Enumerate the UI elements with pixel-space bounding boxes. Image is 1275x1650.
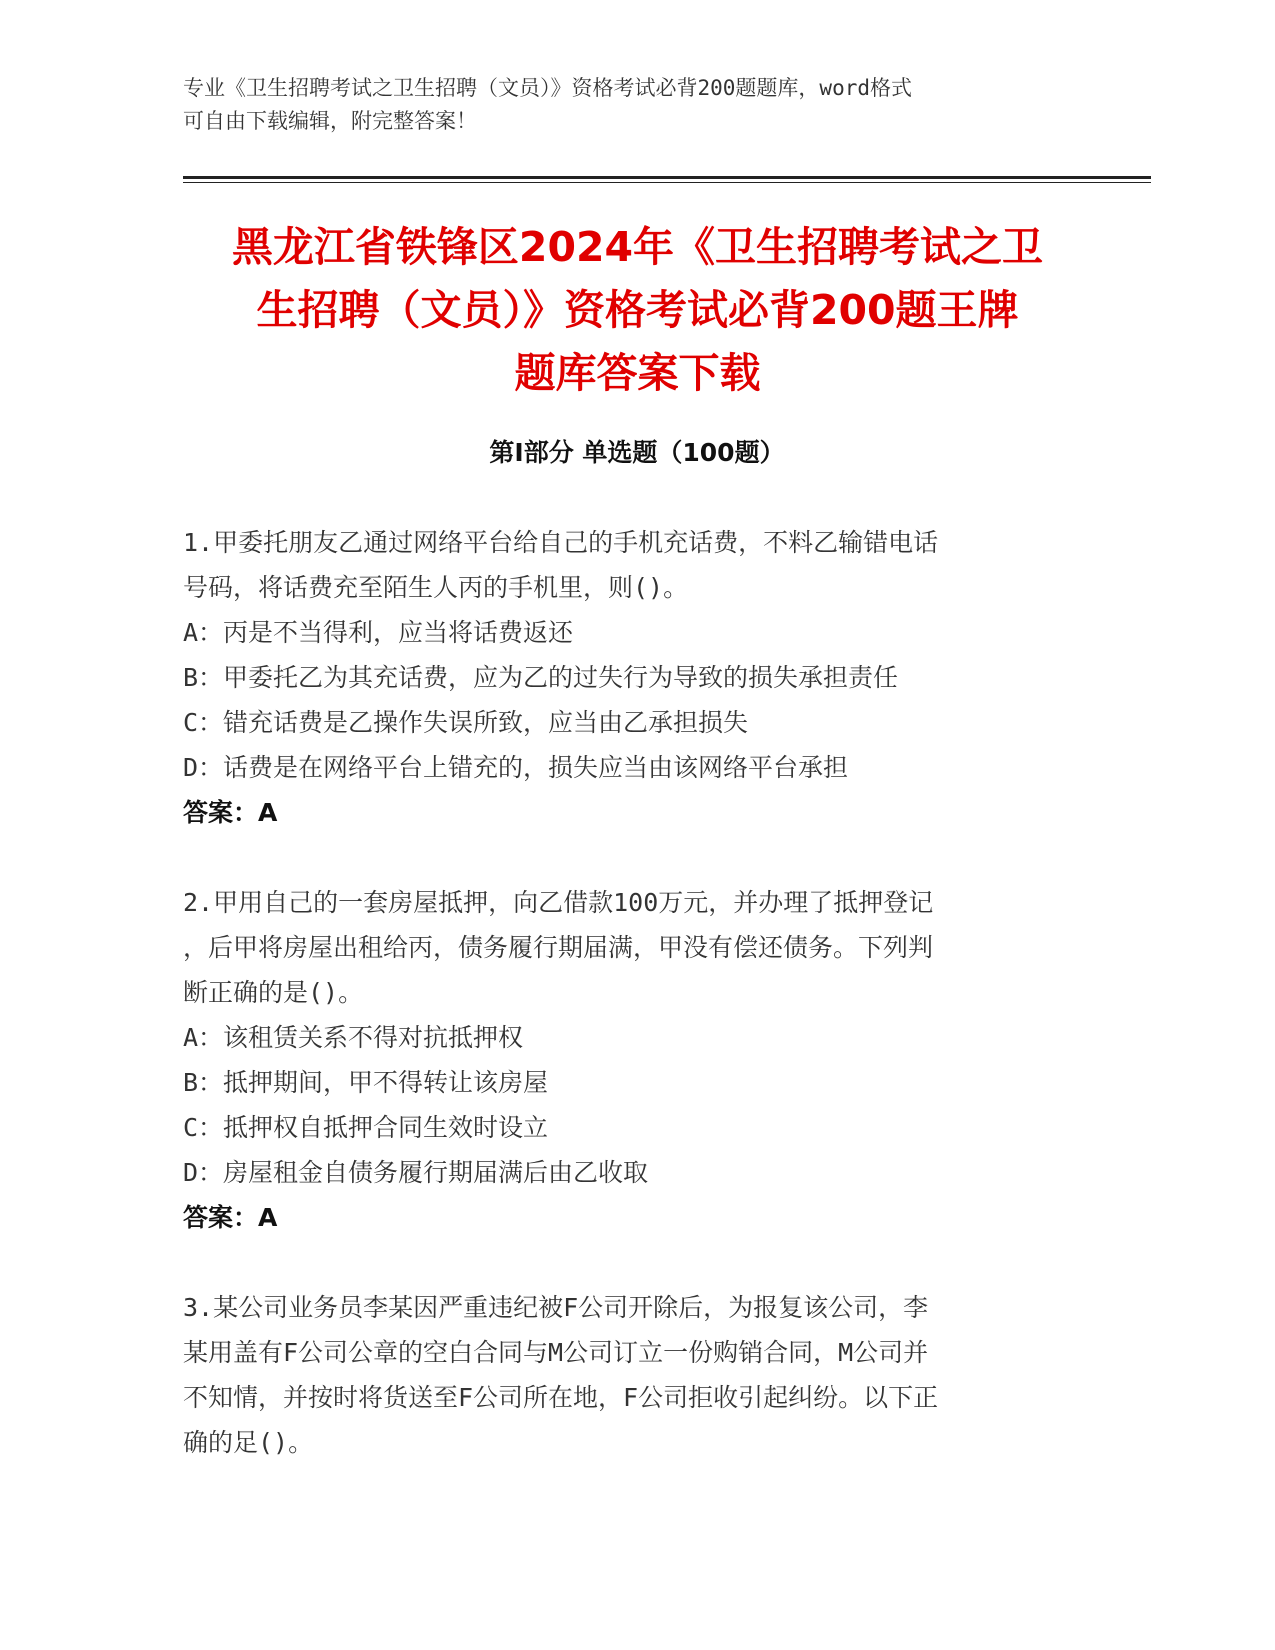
answer-label: 答案：A — [183, 1203, 278, 1232]
question-stem-line: 1.甲委托朋友乙通过网络平台给自己的手机充话费，不料乙输错电话 — [183, 528, 939, 557]
option-a: A：该租赁关系不得对抗抵押权 — [183, 1023, 524, 1052]
question-stem-line: 确的足()。 — [183, 1428, 314, 1457]
option-a: A：丙是不当得利，应当将话费返还 — [183, 618, 574, 647]
document-title-line-1: 黑龙江省铁锋区2024年《卫生招聘考试之卫 — [231, 223, 1044, 271]
header-rule-thick — [183, 176, 1151, 179]
option-c: C：错充话费是乙操作失误所致，应当由乙承担损失 — [183, 708, 749, 737]
answer-label: 答案：A — [183, 798, 278, 827]
option-b: B：甲委托乙为其充话费，应为乙的过失行为导致的损失承担责任 — [183, 663, 899, 692]
question-stem-line: 号码，将话费充至陌生人丙的手机里，则()。 — [183, 573, 689, 602]
question-stem-line: ，后甲将房屋出租给丙，债务履行期届满，甲没有偿还债务。下列判 — [183, 933, 934, 962]
question-3 — [183, 1285, 1063, 1465]
question-1 — [183, 520, 1063, 835]
document-title — [180, 216, 1095, 405]
question-stem-line: 断正确的是()。 — [183, 978, 364, 1007]
question-stem-line: 不知情，并按时将货送至F公司所在地，F公司拒收引起纠纷。以下正 — [183, 1383, 939, 1412]
option-d: D：话费是在网络平台上错充的，损失应当由该网络平台承担 — [183, 753, 849, 782]
question-stem-line: 2.甲用自己的一套房屋抵押，向乙借款100万元，并办理了抵押登记 — [183, 888, 934, 917]
question-stem-line: 某用盖有F公司公章的空白合同与M公司订立一份购销合同，M公司并 — [183, 1338, 929, 1367]
option-c: C：抵押权自抵押合同生效时设立 — [183, 1113, 549, 1142]
header-note-line-2: 可自由下载编辑，附完整答案！ — [183, 109, 477, 133]
question-list — [183, 520, 1063, 1510]
header-rule-thin — [183, 182, 1151, 183]
question-2 — [183, 880, 1063, 1240]
header-note-line-1: 专业《卫生招聘考试之卫生招聘（文员）》资格考试必背200题题库，word格式 — [183, 76, 912, 100]
option-d: D：房屋租金自债务履行期届满后由乙收取 — [183, 1158, 649, 1187]
document-title-line-2: 生招聘（文员）》资格考试必背200题王牌 — [256, 286, 1019, 334]
option-b: B：抵押期间，甲不得转让该房屋 — [183, 1068, 549, 1097]
question-stem-line: 3.某公司业务员李某因严重违纪被F公司开除后，为报复该公司，李 — [183, 1293, 929, 1322]
document-title-line-3: 题库答案下载 — [514, 349, 761, 397]
section-title: 第Ⅰ部分 单选题（100题） — [489, 438, 785, 467]
header-note — [183, 72, 1043, 138]
